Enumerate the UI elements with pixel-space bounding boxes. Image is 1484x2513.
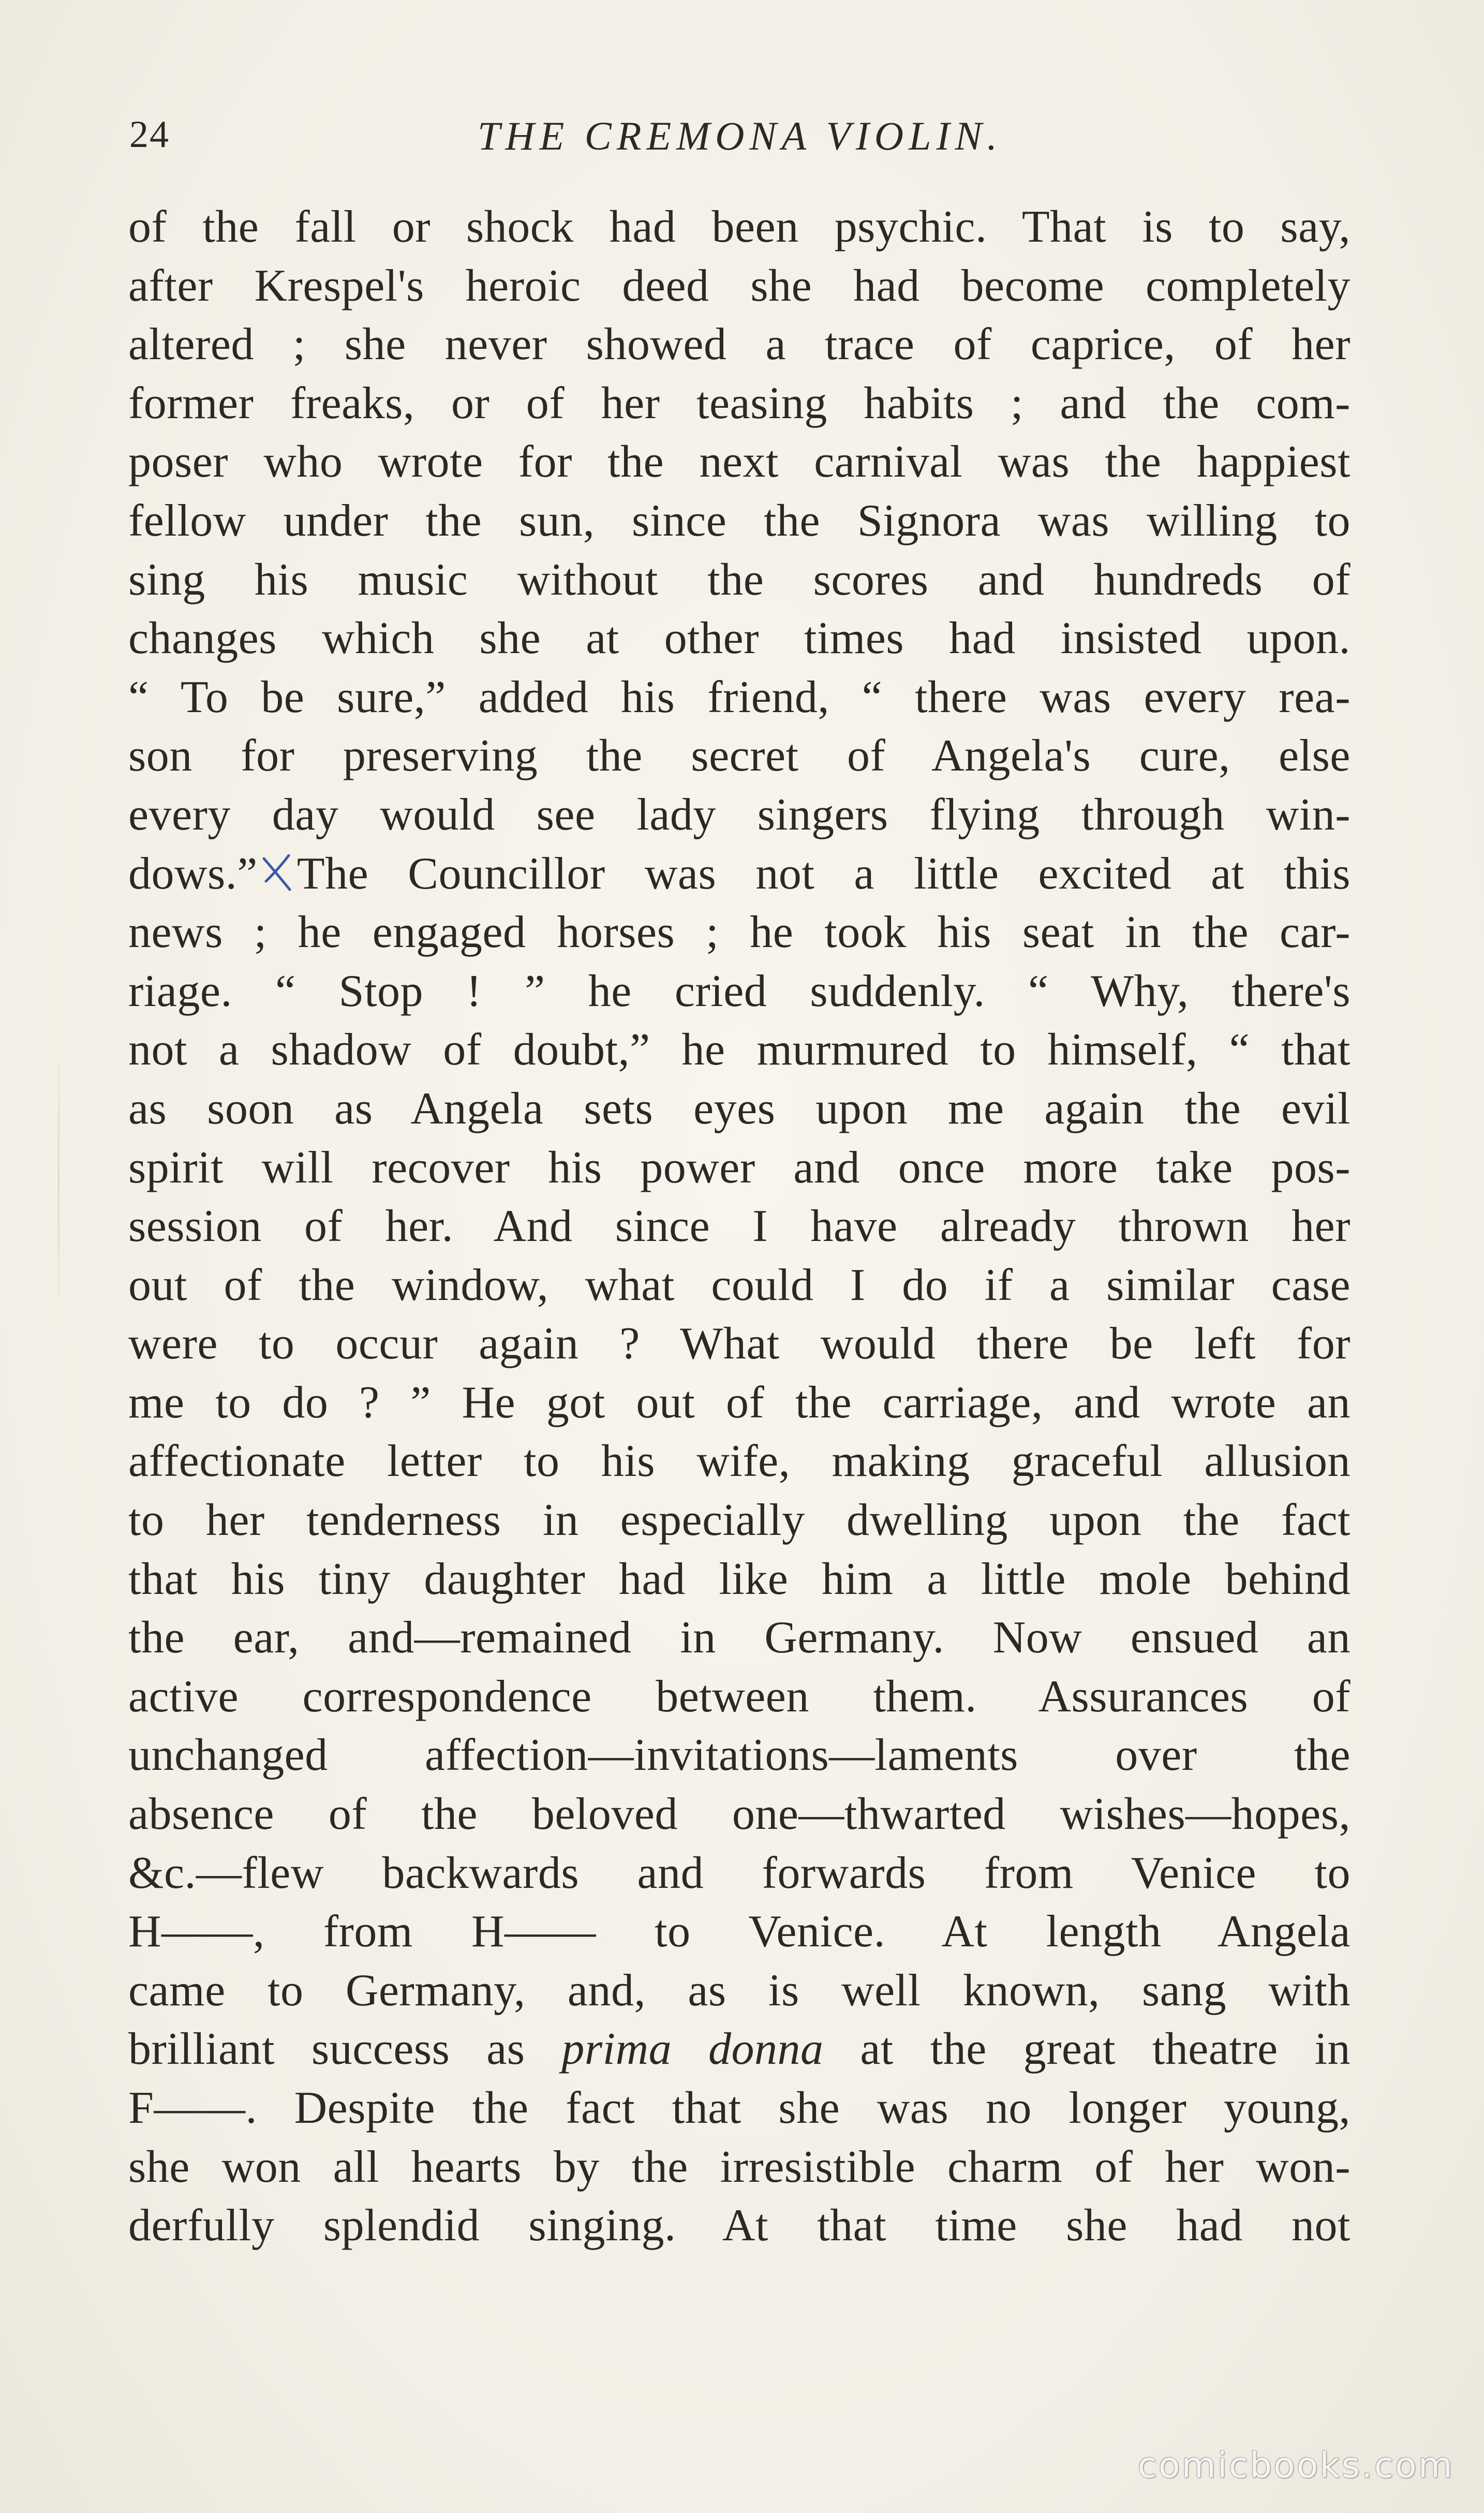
text-line: she won all hearts by the irresistible charm of her won- (128, 2141, 1351, 2192)
text-line: H——, from H—— to Venice. At length Angela (128, 1906, 1351, 1957)
text-line: to her tenderness in especially dwelling upon the fact (128, 1495, 1351, 1546)
text-line: sing his music without the scores and hundreds of (128, 554, 1351, 605)
text-line: session of her. And since I have already thrown her (128, 1201, 1351, 1252)
text-line: the ear, and—remained in Germany. Now ensued an (128, 1613, 1351, 1663)
page-header (129, 104, 1351, 166)
text-line-with-mark (128, 845, 1351, 904)
page-crease (58, 1066, 60, 1294)
body-text (128, 198, 1351, 2255)
text-line: of the fall or shock had been psychic. That is to say, (128, 202, 1351, 252)
text-line: riage. “ Stop ! ” he cried suddenly. “ Why, there's (128, 966, 1351, 1016)
text-segment: at the great theatre in (860, 2024, 1351, 2075)
text-line-with-italic (128, 2020, 1351, 2079)
handwritten-x-mark-icon (260, 851, 296, 893)
text-line: former freaks, or of her teasing habits ; and the com- (128, 378, 1351, 428)
text-line: me to do ? ” He got out of the carriage, and wrote an (128, 1377, 1351, 1428)
text-segment: dows.” (128, 848, 258, 899)
text-line: absence of the beloved one—thwarted wishes—hopes, (128, 1789, 1351, 1840)
text-line: spirit will recover his power and once more take pos- (128, 1142, 1351, 1193)
text-line: altered ; she never showed a trace of caprice, of her (128, 319, 1351, 370)
text-line: derfully splendid singing. At that time she had not (128, 2200, 1351, 2251)
page-number: 24 (129, 113, 170, 156)
watermark: comicbooks.com (1137, 2445, 1454, 2486)
text-line: that his tiny daughter had like him a little mole behind (128, 1554, 1351, 1604)
text-line: every day would see lady singers flying through win- (128, 789, 1351, 840)
text-line: came to Germany, and, as is well known, sang with (128, 1965, 1351, 2016)
text-line: active correspondence between them. Assurances of (128, 1671, 1351, 1722)
text-line: not a shadow of doubt,” he murmured to himself, “ that (128, 1025, 1351, 1075)
text-segment: brilliant success as (128, 2024, 525, 2075)
text-line: changes which she at other times had insisted upon. (128, 613, 1351, 664)
text-line: F——. Despite the fact that she was no longer young, (128, 2083, 1351, 2133)
text-line: were to occur again ? What would there be left for (128, 1319, 1351, 1369)
running-title: THE CREMONA VIOLIN. (477, 113, 1003, 158)
text-line: son for preserving the secret of Angela's cure, else (128, 731, 1351, 781)
text-line: poser who wrote for the next carnival was the happiest (128, 437, 1351, 487)
text-line: fellow under the sun, since the Signora was willing to (128, 495, 1351, 546)
text-line: out of the window, what could I do if a similar case (128, 1260, 1351, 1310)
text-line: unchanged affection—invitations—laments over the (128, 1730, 1351, 1781)
text-line: news ; he engaged horses ; he took his seat in the car- (128, 907, 1351, 958)
text-line: “ To be sure,” added his friend, “ there was every rea- (128, 672, 1351, 722)
text-segment: The Councillor was not a little excited at this (296, 848, 1351, 899)
text-line: &c.—flew backwards and forwards from Venice to (128, 1847, 1351, 1898)
italic-phrase: prima donna (561, 2024, 824, 2075)
text-line: after Krespel's heroic deed she had become completely (128, 260, 1351, 311)
text-line: affectionate letter to his wife, making graceful allusion (128, 1436, 1351, 1487)
text-line: as soon as Angela sets eyes upon me again the evil (128, 1083, 1351, 1134)
